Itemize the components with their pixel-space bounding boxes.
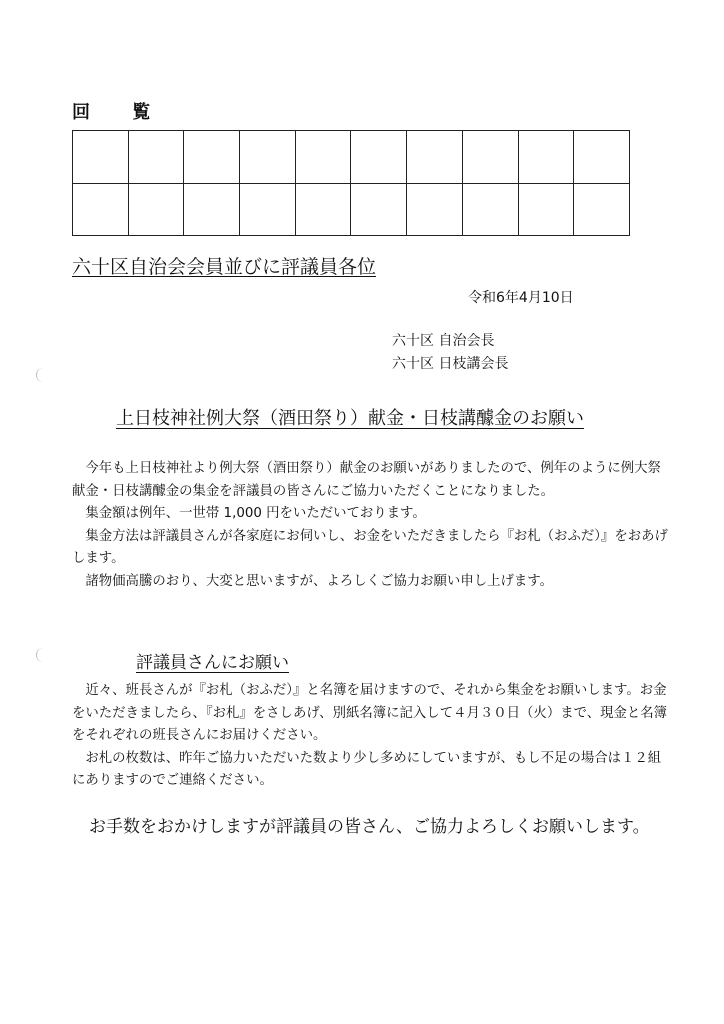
- grid-row: [73, 183, 630, 236]
- stamp-cell: [574, 131, 630, 184]
- body-text: [72, 458, 672, 593]
- binding-mark: [36, 648, 47, 662]
- request-text: [72, 680, 702, 793]
- request-paragraph: 近々、班長さんが『お札（おふだ）』と名簿を届けますので、それから集金をお願いします。お金をいただきましたら、『お札』をさしあげ、別紙名簿に記入して４月３０日（火）まで、現金と名簿をそれぞれの班長さんにお届けください。: [72, 683, 668, 743]
- stamp-cell: [73, 183, 129, 236]
- body-paragraph: 今年も上日枝神社より例大祭（酒田祭り）献金のお願いがありましたので、例年のように例大祭献金・日枝講醵金の集金を評議員の皆さんにご協力いただくことになりました。: [72, 461, 661, 499]
- sender-hiekou: 六十区 日枝講会長: [392, 356, 509, 372]
- body-paragraph: 諸物価高騰のおり、大変と思いますが、よろしくご協力お願い申し上げます。: [85, 573, 553, 589]
- stamp-cell: [351, 131, 407, 184]
- stamp-cell: [407, 183, 463, 236]
- main-title: 上日枝神社例大祭（酒田祭り）献金・日枝講醵金のお願い: [116, 408, 584, 429]
- sub-title: 評議員さんにお願い: [136, 653, 289, 673]
- grid-row: [73, 131, 630, 184]
- issue-date: 令和6年4月10日: [468, 290, 574, 306]
- stamp-cell: [518, 183, 574, 236]
- stamp-cell: [295, 183, 351, 236]
- stamp-cell: [73, 131, 129, 184]
- stamp-cell: [184, 131, 240, 184]
- stamp-cell: [128, 183, 184, 236]
- stamp-cell: [407, 131, 463, 184]
- stamp-cell: [462, 183, 518, 236]
- kairan-label: 回 覧: [72, 102, 169, 123]
- stamp-cell: [240, 183, 296, 236]
- stamp-cell: [462, 131, 518, 184]
- body-paragraph: 集金額は例年、一世帯 1,000 円をいただいております。: [85, 506, 426, 521]
- stamp-cell: [128, 131, 184, 184]
- body-paragraph: 集金方法は評議員さんが各家庭にお伺いし、お金をいただきましたら『お札（おふだ）』をおあげします。: [72, 528, 668, 566]
- stamp-cell: [240, 131, 296, 184]
- stamp-cell: [351, 183, 407, 236]
- closing-remark: お手数をおかけしますが評議員の皆さん、ご協力よろしくお願いします。: [89, 817, 650, 837]
- stamp-cell: [574, 183, 630, 236]
- stamp-cell: [295, 131, 351, 184]
- circulation-stamp-grid: [72, 130, 630, 236]
- binding-mark: [36, 368, 47, 382]
- sender-jichikai: 六十区 自治会長: [392, 333, 495, 349]
- stamp-cell: [518, 131, 574, 184]
- stamp-cell: [184, 183, 240, 236]
- addressee: 六十区自治会会員並びに評議員各位: [72, 256, 377, 278]
- request-paragraph: お札の枚数は、昨年ご協力いただいた数より少し多めにしていますが、もし不足の場合は１２組 にありますのでご連絡ください。: [72, 750, 702, 788]
